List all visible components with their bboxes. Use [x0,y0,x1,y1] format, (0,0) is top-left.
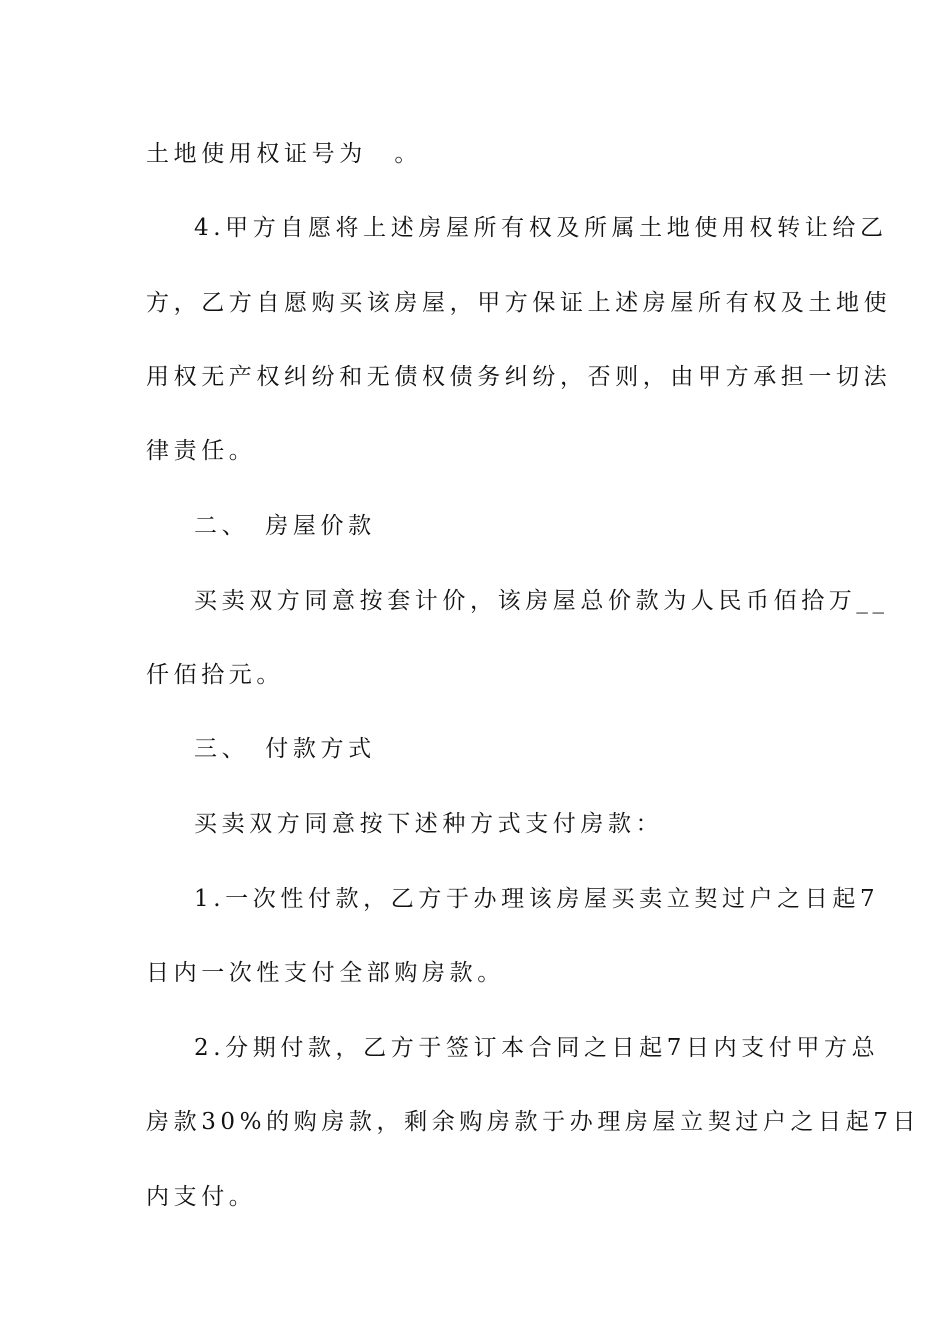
text-line: 买卖双方同意按套计价，该房屋总价款为人民币佰拾万__ [194,588,889,614]
section-heading: 二、 房屋价款 [194,513,376,539]
text-line: 1.一次性付款，乙方于办理该房屋买卖立契过户之日起7 [194,886,880,912]
text-line: 方，乙方自愿购买该房屋，甲方保证上述房屋所有权及土地使 [146,290,892,316]
text-line: 日内一次性支付全部购房款。 [146,960,505,986]
text-line: 律责任。 [146,438,257,464]
text-line: 房款30%的购房款，剩余购房款于办理房屋立契过户之日起7日 [146,1109,921,1135]
section-heading: 三、 付款方式 [194,736,376,762]
text-line: 内支付。 [146,1184,257,1210]
text-line: 4.甲方自愿将上述房屋所有权及所属土地使用权转让给乙 [194,215,888,241]
text-line: 土地使用权证号为 。 [146,141,422,167]
text-line: 仟佰拾元。 [146,662,284,688]
text-line: 2.分期付款，乙方于签订本合同之日起7日内支付甲方总 [194,1035,880,1061]
text-line: 用权无产权纠纷和无债权债务纠纷，否则，由甲方承担一切法 [146,364,892,390]
text-line: 买卖双方同意按下述种方式支付房款： [194,811,664,837]
